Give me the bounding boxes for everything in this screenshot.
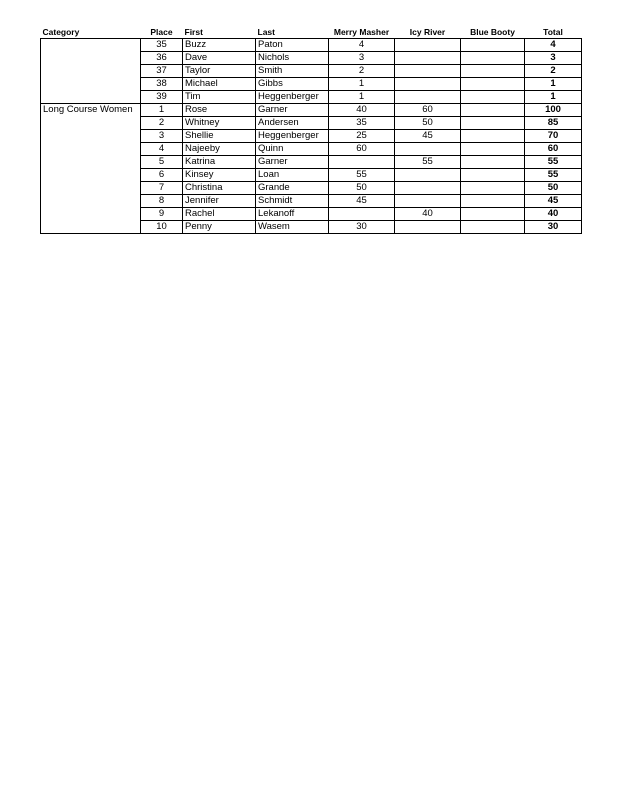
last-name-cell: Garner bbox=[256, 104, 329, 117]
first-name-cell: Rose bbox=[183, 104, 256, 117]
table-row bbox=[41, 182, 582, 195]
total-cell: 30 bbox=[525, 221, 582, 234]
category-cell bbox=[41, 39, 141, 52]
last-name-cell: Heggenberger bbox=[256, 91, 329, 104]
icy-river-cell bbox=[395, 91, 461, 104]
merry-masher-cell: 35 bbox=[329, 117, 395, 130]
icy-river-cell bbox=[395, 65, 461, 78]
last-name-cell: Grande bbox=[256, 182, 329, 195]
total-cell: 100 bbox=[525, 104, 582, 117]
first-name-cell: Taylor bbox=[183, 65, 256, 78]
place-cell: 1 bbox=[141, 104, 183, 117]
icy-river-cell bbox=[395, 169, 461, 182]
header-merry-masher: Merry Masher bbox=[333, 26, 390, 37]
table-row bbox=[41, 104, 582, 117]
total-cell: 3 bbox=[525, 52, 582, 65]
merry-masher-cell: 1 bbox=[329, 78, 395, 91]
total-cell: 2 bbox=[525, 65, 582, 78]
icy-river-cell bbox=[395, 52, 461, 65]
table-row bbox=[41, 91, 582, 104]
icy-river-cell bbox=[395, 195, 461, 208]
place-cell: 10 bbox=[141, 221, 183, 234]
table-row bbox=[41, 39, 582, 52]
blue-booty-cell bbox=[461, 130, 525, 143]
total-cell: 1 bbox=[525, 91, 582, 104]
blue-booty-cell bbox=[461, 52, 525, 65]
header-place: Place bbox=[150, 26, 173, 37]
total-cell: 55 bbox=[525, 156, 582, 169]
table-row bbox=[41, 156, 582, 169]
place-cell: 2 bbox=[141, 117, 183, 130]
category-cell bbox=[41, 117, 141, 130]
category-cell: Long Course Women bbox=[41, 104, 141, 117]
place-cell: 36 bbox=[141, 52, 183, 65]
category-cell bbox=[41, 91, 141, 104]
header-first: First bbox=[184, 26, 203, 37]
last-name-cell: Smith bbox=[256, 65, 329, 78]
merry-masher-cell: 2 bbox=[329, 65, 395, 78]
first-name-cell: Katrina bbox=[183, 156, 256, 169]
place-cell: 5 bbox=[141, 156, 183, 169]
first-name-cell: Michael bbox=[183, 78, 256, 91]
blue-booty-cell bbox=[461, 182, 525, 195]
blue-booty-cell bbox=[461, 65, 525, 78]
first-name-cell: Kinsey bbox=[183, 169, 256, 182]
last-name-cell: Wasem bbox=[256, 221, 329, 234]
header-blue-booty: Blue Booty bbox=[470, 26, 515, 37]
first-name-cell: Whitney bbox=[183, 117, 256, 130]
category-cell bbox=[41, 169, 141, 182]
last-name-cell: Gibbs bbox=[256, 78, 329, 91]
icy-river-cell: 55 bbox=[395, 156, 461, 169]
total-cell: 50 bbox=[525, 182, 582, 195]
table-row bbox=[41, 143, 582, 156]
first-name-cell: Jennifer bbox=[183, 195, 256, 208]
merry-masher-cell: 60 bbox=[329, 143, 395, 156]
category-cell bbox=[41, 78, 141, 91]
table-row bbox=[41, 208, 582, 221]
first-name-cell: Najeeby bbox=[183, 143, 256, 156]
place-cell: 8 bbox=[141, 195, 183, 208]
header-category: Category bbox=[42, 26, 80, 37]
category-cell bbox=[41, 52, 141, 65]
merry-masher-cell: 1 bbox=[329, 91, 395, 104]
first-name-cell: Shellie bbox=[183, 130, 256, 143]
merry-masher-cell: 55 bbox=[329, 169, 395, 182]
category-cell bbox=[41, 65, 141, 78]
total-cell: 40 bbox=[525, 208, 582, 221]
merry-masher-cell: 50 bbox=[329, 182, 395, 195]
blue-booty-cell bbox=[461, 169, 525, 182]
category-cell bbox=[41, 221, 141, 234]
place-cell: 35 bbox=[141, 39, 183, 52]
last-name-cell: Loan bbox=[256, 169, 329, 182]
place-cell: 6 bbox=[141, 169, 183, 182]
merry-masher-cell: 3 bbox=[329, 52, 395, 65]
header-last: Last bbox=[257, 26, 275, 37]
category-cell bbox=[41, 143, 141, 156]
first-name-cell: Rachel bbox=[183, 208, 256, 221]
last-name-cell: Nichols bbox=[256, 52, 329, 65]
total-cell: 60 bbox=[525, 143, 582, 156]
first-name-cell: Dave bbox=[183, 52, 256, 65]
total-cell: 4 bbox=[525, 39, 582, 52]
blue-booty-cell bbox=[461, 221, 525, 234]
header-row bbox=[41, 25, 582, 39]
first-name-cell: Penny bbox=[183, 221, 256, 234]
icy-river-cell: 45 bbox=[395, 130, 461, 143]
merry-masher-cell: 4 bbox=[329, 39, 395, 52]
last-name-cell: Schmidt bbox=[256, 195, 329, 208]
merry-masher-cell bbox=[329, 208, 395, 221]
first-name-cell: Buzz bbox=[183, 39, 256, 52]
last-name-cell: Andersen bbox=[256, 117, 329, 130]
blue-booty-cell bbox=[461, 156, 525, 169]
place-cell: 3 bbox=[141, 130, 183, 143]
icy-river-cell: 50 bbox=[395, 117, 461, 130]
total-cell: 1 bbox=[525, 78, 582, 91]
icy-river-cell: 60 bbox=[395, 104, 461, 117]
last-name-cell: Paton bbox=[256, 39, 329, 52]
category-cell bbox=[41, 195, 141, 208]
blue-booty-cell bbox=[461, 91, 525, 104]
category-cell bbox=[41, 208, 141, 221]
blue-booty-cell bbox=[461, 195, 525, 208]
icy-river-cell bbox=[395, 78, 461, 91]
place-cell: 37 bbox=[141, 65, 183, 78]
place-cell: 7 bbox=[141, 182, 183, 195]
total-cell: 45 bbox=[525, 195, 582, 208]
icy-river-cell bbox=[395, 143, 461, 156]
last-name-cell: Garner bbox=[256, 156, 329, 169]
table-row bbox=[41, 195, 582, 208]
category-cell bbox=[41, 182, 141, 195]
header-icy-river: Icy River bbox=[409, 26, 446, 37]
blue-booty-cell bbox=[461, 208, 525, 221]
table-row bbox=[41, 169, 582, 182]
blue-booty-cell bbox=[461, 39, 525, 52]
merry-masher-cell bbox=[329, 156, 395, 169]
total-cell: 55 bbox=[525, 169, 582, 182]
blue-booty-cell bbox=[461, 104, 525, 117]
place-cell: 39 bbox=[141, 91, 183, 104]
table-row bbox=[41, 65, 582, 78]
icy-river-cell bbox=[395, 182, 461, 195]
blue-booty-cell bbox=[461, 117, 525, 130]
first-name-cell: Tim bbox=[183, 91, 256, 104]
icy-river-cell bbox=[395, 221, 461, 234]
merry-masher-cell: 30 bbox=[329, 221, 395, 234]
results-sheet bbox=[40, 25, 582, 234]
table-row bbox=[41, 221, 582, 234]
icy-river-cell bbox=[395, 39, 461, 52]
last-name-cell: Heggenberger bbox=[256, 130, 329, 143]
first-name-cell: Christina bbox=[183, 182, 256, 195]
category-cell bbox=[41, 156, 141, 169]
place-cell: 9 bbox=[141, 208, 183, 221]
icy-river-cell: 40 bbox=[395, 208, 461, 221]
results-table bbox=[40, 25, 582, 234]
blue-booty-cell bbox=[461, 78, 525, 91]
place-cell: 38 bbox=[141, 78, 183, 91]
blue-booty-cell bbox=[461, 143, 525, 156]
total-cell: 70 bbox=[525, 130, 582, 143]
place-cell: 4 bbox=[141, 143, 183, 156]
total-cell: 85 bbox=[525, 117, 582, 130]
header-total: Total bbox=[543, 26, 563, 37]
last-name-cell: Quinn bbox=[256, 143, 329, 156]
table-row bbox=[41, 78, 582, 91]
last-name-cell: Lekanoff bbox=[256, 208, 329, 221]
merry-masher-cell: 25 bbox=[329, 130, 395, 143]
category-cell bbox=[41, 130, 141, 143]
table-row bbox=[41, 117, 582, 130]
merry-masher-cell: 45 bbox=[329, 195, 395, 208]
table-row bbox=[41, 52, 582, 65]
merry-masher-cell: 40 bbox=[329, 104, 395, 117]
table-row bbox=[41, 130, 582, 143]
